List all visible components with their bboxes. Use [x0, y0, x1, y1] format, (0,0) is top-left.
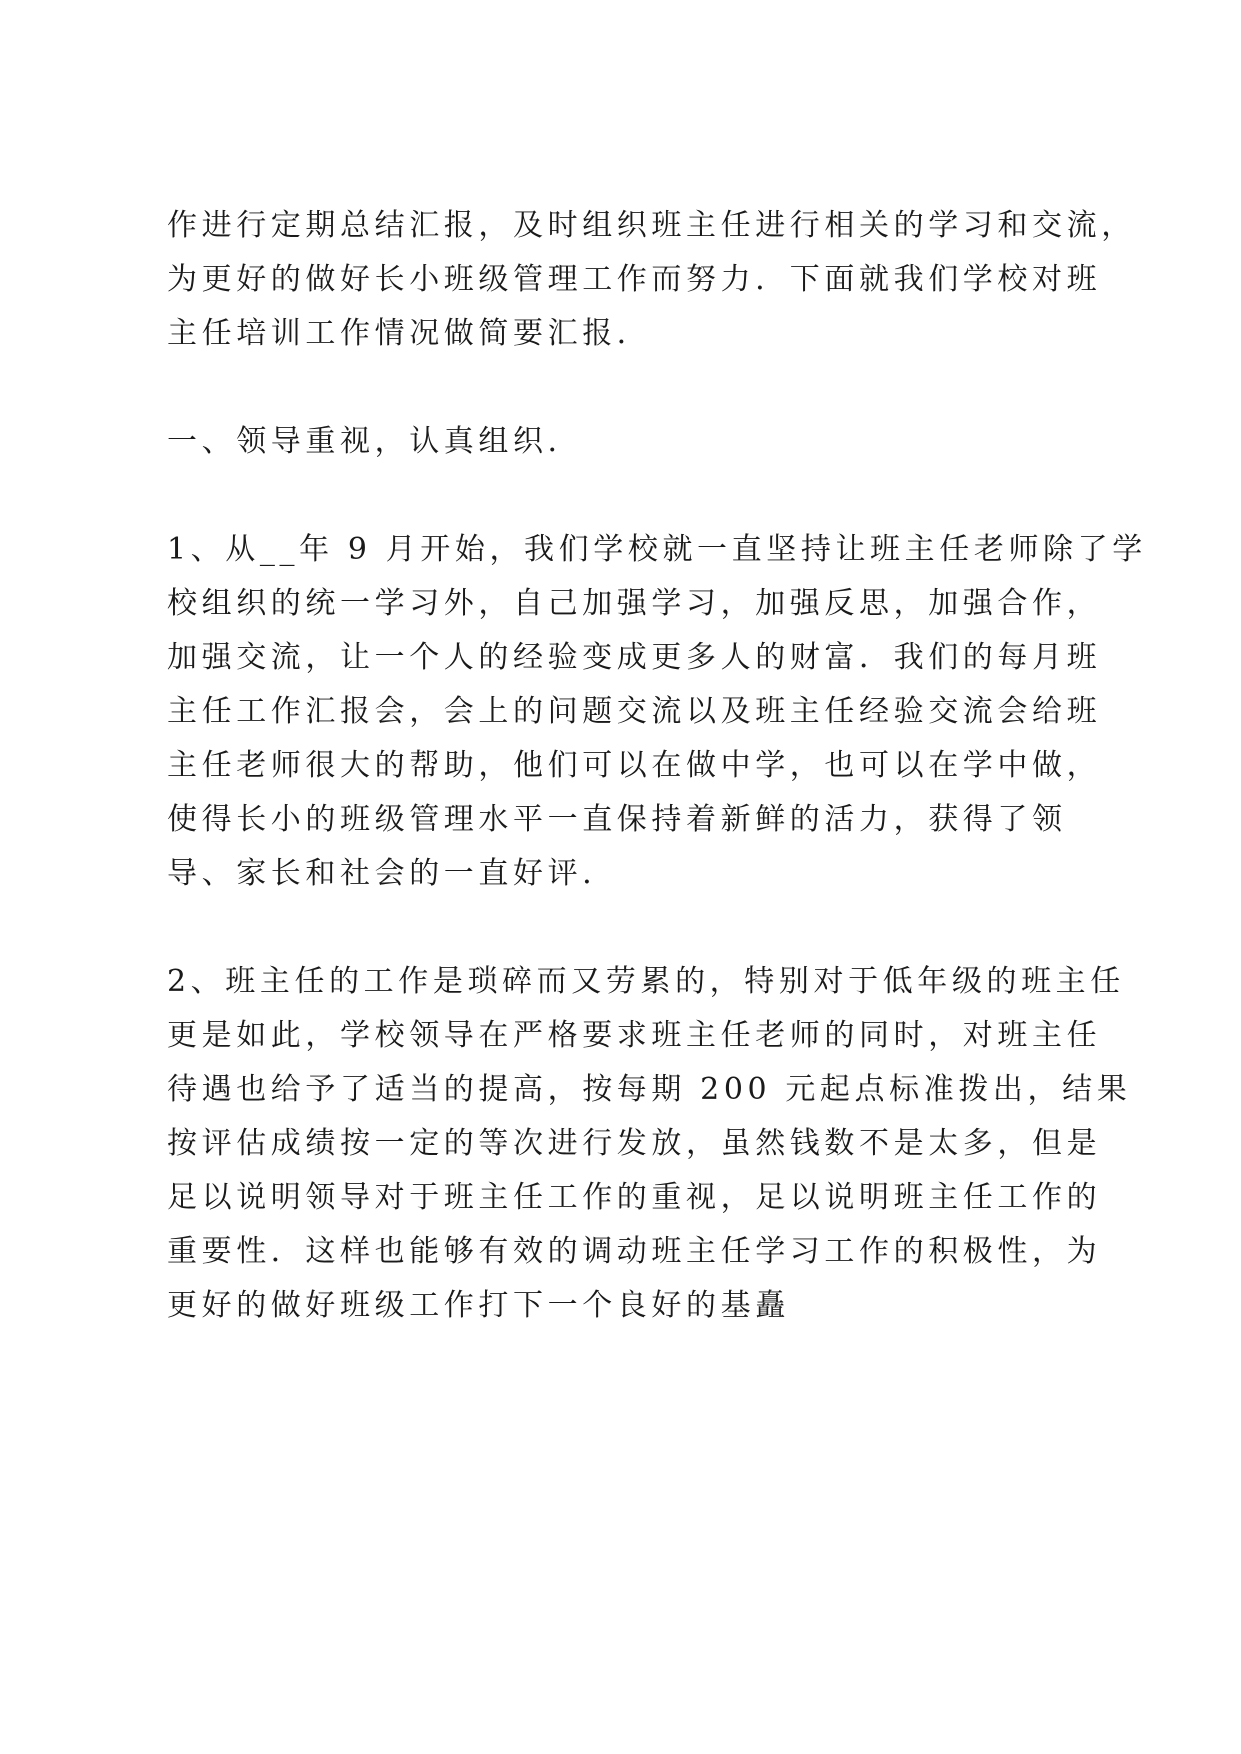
- paragraph-4-line-5: 足以说明领导对于班主任工作的重视，足以说明班主任工作的: [167, 1180, 1102, 1215]
- paragraph-3-line-7: 导、家长和社会的一直好评．: [167, 856, 617, 891]
- paragraph-4-line-6: 重要性．这样也能够有效的调动班主任学习工作的积极性，为: [167, 1234, 1102, 1269]
- paragraph-3-line-6: 使得长小的班级管理水平一直保持着新鲜的活力，获得了领: [167, 802, 1067, 837]
- paragraph-3-line-4: 主任工作汇报会，会上的问题交流以及班主任经验交流会给班: [167, 694, 1102, 729]
- paragraph-1-line-1: 作进行定期总结汇报，及时组织班主任进行相关的学习和交流，: [167, 208, 1136, 243]
- paragraph-1-line-2: 为更好的做好长小班级管理工作而努力．下面就我们学校对班: [167, 262, 1102, 297]
- paragraph-4-line-3: 待遇也给予了适当的提高，按每期 200 元起点标准拨出，结果: [167, 1072, 1132, 1107]
- paragraph-3-line-2: 校组织的统一学习外，自己加强学习，加强反思，加强合作，: [167, 586, 1102, 621]
- paragraph-4-line-1: 2、班主任的工作是琐碎而又劳累的，特别对于低年级的班主任: [167, 964, 1125, 999]
- section-heading-1: 一、领导重视，认真组织．: [167, 424, 583, 459]
- paragraph-4-line-7: 更好的做好班级工作打下一个良好的基矗: [167, 1288, 790, 1323]
- paragraph-3-line-3: 加强交流，让一个人的经验变成更多人的财富．我们的每月班: [167, 640, 1102, 675]
- paragraph-1-line-3: 主任培训工作情况做简要汇报．: [167, 316, 652, 351]
- paragraph-3-line-1: 1、从__年 9 月开始，我们学校就一直坚持让班主任老师除了学: [167, 532, 1147, 567]
- paragraph-4-line-2: 更是如此，学校领导在严格要求班主任老师的同时，对班主任: [167, 1018, 1102, 1053]
- paragraph-3-line-5: 主任老师很大的帮助，他们可以在做中学，也可以在学中做，: [167, 748, 1102, 783]
- paragraph-4-line-4: 按评估成绩按一定的等次进行发放，虽然钱数不是太多，但是: [167, 1126, 1102, 1161]
